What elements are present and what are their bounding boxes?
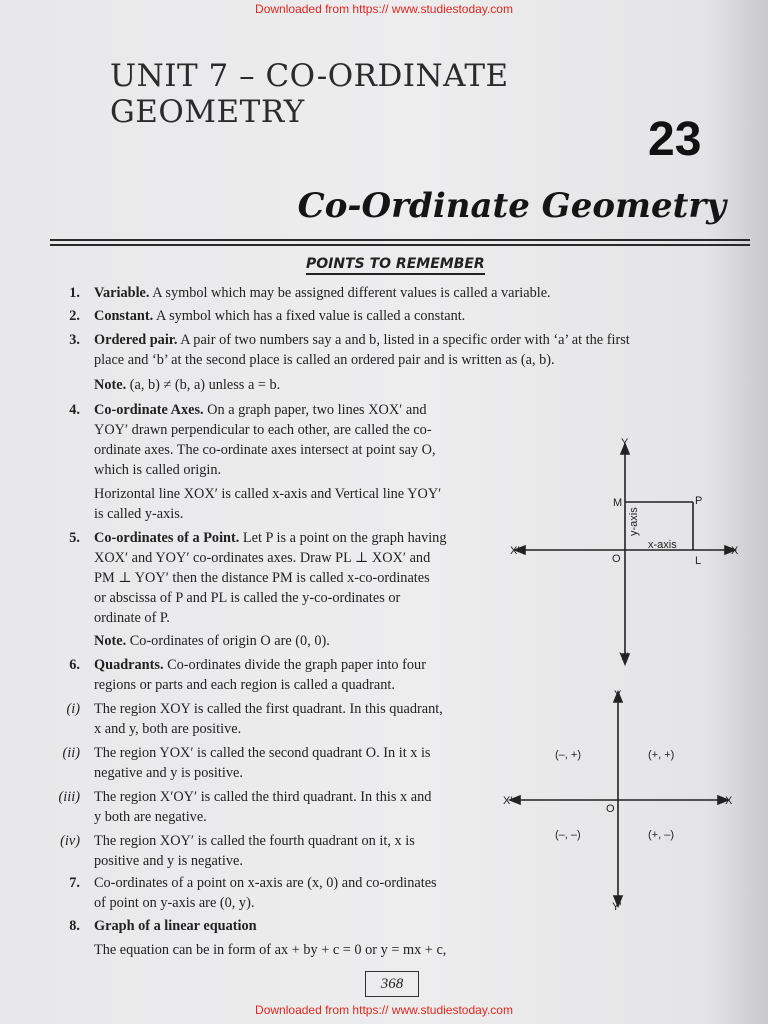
label-l: L <box>695 555 702 567</box>
download-notice-bottom[interactable]: Downloaded from https:// www.studiestoday.com <box>255 1003 513 1017</box>
item-term: Ordered pair. <box>94 332 178 348</box>
item-text: Co-ordinates divide the graph paper into four <box>163 657 426 673</box>
unit-title: UNIT 7 – CO-ORDINATE GEOMETRY <box>110 58 509 130</box>
label-origin: O <box>606 803 615 815</box>
item-number: 6. <box>69 657 80 673</box>
item-text-line: of point on y-axis are (0, y). <box>94 895 255 911</box>
item-text: A symbol which may be assigned different values is called a variable. <box>149 285 551 301</box>
quadrant-3-sign: (–, –) <box>555 829 581 841</box>
item-text: On a graph paper, two lines XOX′ and <box>203 402 427 418</box>
label-p: P <box>695 495 703 507</box>
item-number: 5. <box>69 530 80 546</box>
label-y-prime: Y′ <box>612 901 622 913</box>
sub-item-text: x and y, both are positive. <box>94 721 242 737</box>
chapter-number: 23 <box>648 113 702 166</box>
item-term: Constant. <box>94 308 154 324</box>
item-text-line: which is called origin. <box>94 462 222 478</box>
sub-item-text: The region XOY is called the first quadrant. In this quadrant, <box>94 701 443 717</box>
note-text: (a, b) ≠ (b, a) unless a = b. <box>126 377 281 393</box>
label-x-prime: X′ <box>503 795 513 807</box>
item-text-line: or abscissa of P and PL is called the y-co-ordinates or <box>94 590 401 606</box>
item-text-line: Co-ordinates of a point on x-axis are (x, 0) and co-ordinates <box>94 875 437 891</box>
section-heading: POINTS TO REMEMBER <box>306 256 485 275</box>
item-text-line: ordinate of P. <box>94 610 170 626</box>
label-y-axis: y-axis <box>628 507 640 536</box>
sub-item-label: (iv) <box>60 833 80 849</box>
item-number: 8. <box>69 918 80 934</box>
note-label: Note. <box>94 377 127 393</box>
item-text-line: PM ⊥ YOY′ then the distance PM is called x-co-ordinates <box>94 570 430 586</box>
item-text-line: Horizontal line XOX′ is called x-axis and Vertical line YOY′ <box>94 486 442 502</box>
sub-item-label: (iii) <box>58 789 80 805</box>
quadrants-figure <box>500 688 750 913</box>
label-x: X <box>731 545 739 557</box>
item-text: Let P is a point on the graph having <box>239 530 447 546</box>
item-number: 3. <box>69 332 80 348</box>
sub-item-label: (ii) <box>62 745 80 761</box>
label-y: Y <box>614 689 622 701</box>
sub-item-text: positive and y is negative. <box>94 853 243 869</box>
label-x-axis: x-axis <box>648 539 677 551</box>
label-m: M <box>613 497 623 509</box>
label-x: X <box>725 795 733 807</box>
note-text: Co-ordinates of origin O are (0, 0). <box>126 633 330 649</box>
label-x-prime: X′ <box>510 545 520 557</box>
item-term: Co-ordinate Axes. <box>94 402 204 418</box>
sub-item-label: (i) <box>66 701 80 717</box>
note-label: Note. <box>94 633 127 649</box>
sub-item-text: negative and y is positive. <box>94 765 243 781</box>
label-y-prime: Y′ <box>619 651 629 663</box>
item-term: Graph of a linear equation <box>94 918 257 934</box>
sub-item-text: y both are negative. <box>94 809 207 825</box>
item-text-line: The equation can be in form of ax + by + c = 0 or y = mx + c, <box>94 942 447 958</box>
label-y: Y <box>621 437 629 449</box>
item-text-line: ordinate axes. The co-ordinate axes intersect at point say O, <box>94 442 436 458</box>
item-term: Quadrants. <box>94 657 164 673</box>
title-rule-bottom <box>50 244 750 246</box>
chapter-title: Co-Ordinate Geometry <box>297 186 726 226</box>
sub-item-text: The region YOX′ is called the second quadrant O. In it x is <box>94 745 431 761</box>
item-number: 2. <box>69 308 80 324</box>
sub-item-text: The region X′OY′ is called the third quadrant. In this x and <box>94 789 432 805</box>
title-rule-top <box>50 239 750 241</box>
item-number: 7. <box>69 875 80 891</box>
item-term: Co-ordinates of a Point. <box>94 530 240 546</box>
item-text-line: YOY′ drawn perpendicular to each other, are called the co- <box>94 422 432 438</box>
quadrant-1-sign: (+, +) <box>648 749 675 761</box>
item-term: Variable. <box>94 285 150 301</box>
quadrant-4-sign: (+, –) <box>648 829 674 841</box>
quadrant-2-sign: (–, +) <box>555 749 581 761</box>
page-number: 368 <box>365 971 419 997</box>
item-text-line: place and ‘b’ at the second place is called an ordered pair and is written as (a, b). <box>94 352 555 368</box>
item-text: A symbol which has a fixed value is called a constant. <box>153 308 466 324</box>
item-number: 1. <box>69 285 80 301</box>
item-text: A pair of two numbers say a and b, listed in a specific order with ‘a’ at the first <box>177 332 630 348</box>
item-text-line: regions or parts and each region is called a quadrant. <box>94 677 395 693</box>
item-text-line: is called y-axis. <box>94 506 184 522</box>
label-origin: O <box>612 553 621 565</box>
coordinate-point-figure <box>505 438 755 668</box>
item-text-line: XOX′ and YOY′ co-ordinates axes. Draw PL ⊥ XOX′ and <box>94 550 431 566</box>
sub-item-text: The region XOY′ is called the fourth quadrant on it, x is <box>94 833 415 849</box>
download-notice-top[interactable]: Downloaded from https:// www.studiestoday.com <box>255 2 513 16</box>
item-number: 4. <box>69 402 80 418</box>
